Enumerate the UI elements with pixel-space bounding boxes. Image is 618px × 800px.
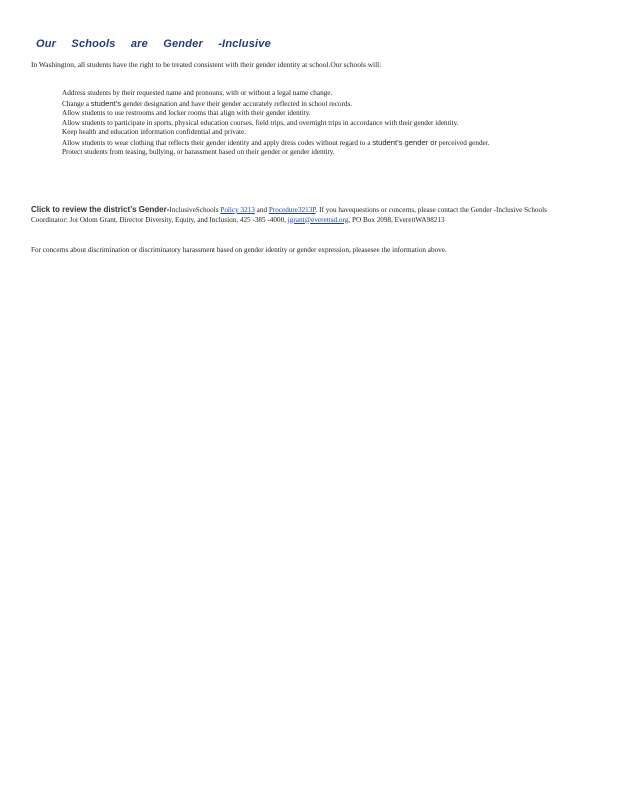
- list-item-text: Address students by their requested name and pronouns, with or without a legal name change.: [62, 89, 333, 97]
- policy-paragraph: [31, 205, 561, 225]
- list-item-text: Allow students to participate in sports, physical education courses, field trips, and overnight trips in accordance with their gender identity.: [62, 118, 459, 127]
- list-item-text-end: gender designation and have their gender accurately reflected in school records.: [121, 99, 353, 108]
- list-item: [44, 109, 574, 119]
- list-item: [44, 89, 574, 99]
- coordinator-email-link[interactable]: jgrant@everettsd.org: [287, 215, 349, 224]
- list-item-text-start: Change a: [62, 99, 91, 108]
- list-item: [44, 148, 574, 158]
- list-item: [44, 138, 574, 149]
- list-item-text-emphasis: student’s: [90, 98, 122, 108]
- procedure-3213p-link[interactable]: Procedure3213P: [268, 206, 316, 214]
- list-item-text: Protect students from teasing, bullying, or harassment based on their gender or gender identity.: [62, 148, 335, 156]
- concerns-paragraph: For concerns about discrimination or discriminatory harassment based on gender identity or gender expression, pleasesee the information above.: [31, 246, 447, 254]
- list-item-text: Allow students to use restrooms and locker rooms that align with their gender identity.: [62, 109, 311, 117]
- policy-text: InclusiveSchools: [169, 206, 219, 214]
- list-item-text-end: perceived gender.: [437, 138, 490, 147]
- list-item: [44, 119, 574, 129]
- list-item-text-start: Allow students to wear clothing that reflects their gender identity and apply dress codes without regard to a: [62, 138, 373, 147]
- coordinator-contact-text: . If you havequestions or concerns, please contact the Gender -Inclusive Schools Coordinator: Joi Odom Grant, Director Diversity, Equity, and Inclusion, 425 -385 -4000,: [31, 206, 547, 224]
- policy-and-text: and: [256, 206, 268, 214]
- mailing-address-text: , PO Box 2098, EverettWA98213: [348, 215, 445, 224]
- list-item-text-emphasis: student’s gender or: [372, 137, 438, 147]
- list-item: [44, 99, 574, 110]
- rights-list: [44, 89, 574, 158]
- policy-lead-text: Click to review the district’s Gender-: [31, 205, 170, 214]
- policy-3213-link[interactable]: Policy 3213: [220, 206, 255, 214]
- list-item: [44, 128, 574, 138]
- page-title: Our Schools are Gender -Inclusive: [36, 38, 271, 50]
- list-item-text: Keep health and education information confidential and private.: [62, 128, 247, 136]
- intro-paragraph: In Washington, all students have the right to be treated consistent with their gender identity at school.Our schools will:: [31, 60, 382, 69]
